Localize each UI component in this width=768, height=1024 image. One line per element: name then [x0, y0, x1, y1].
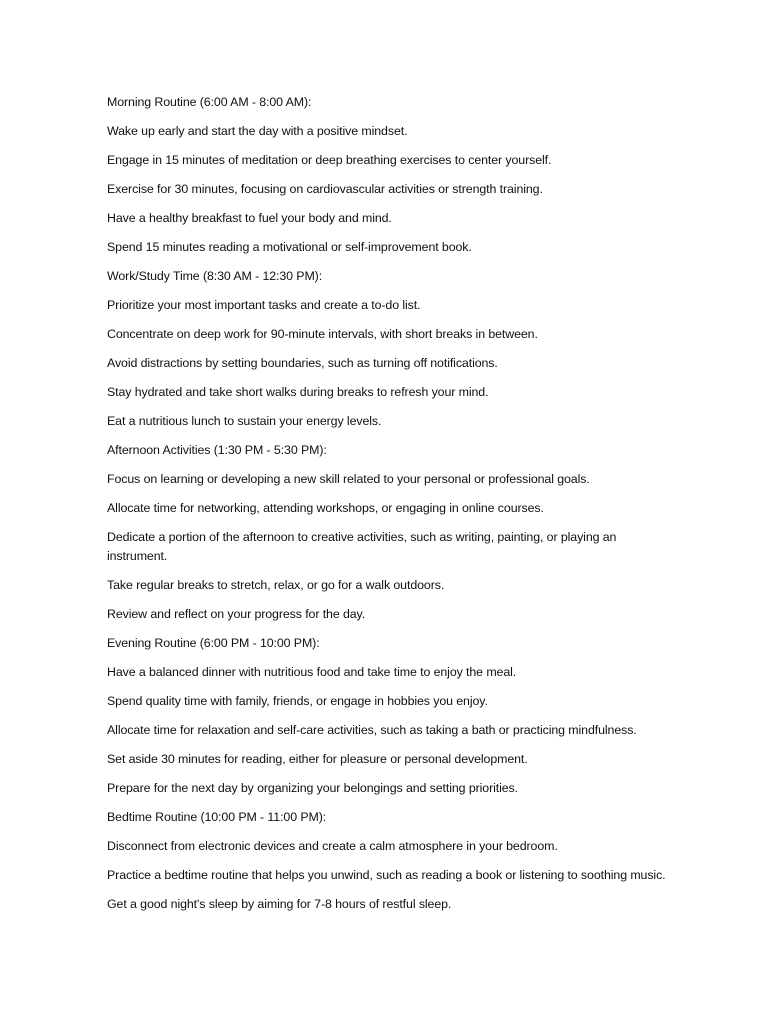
paragraph: Engage in 15 minutes of meditation or deep breathing exercises to center yourself.	[107, 153, 552, 167]
paragraph: Dedicate a portion of the afternoon to creative activities, such as writing, painting, or playing an instrument.	[107, 530, 617, 563]
section-heading-morning: Morning Routine (6:00 AM - 8:00 AM):	[107, 95, 312, 109]
paragraph: Set aside 30 minutes for reading, either for pleasure or personal development.	[107, 752, 528, 766]
paragraph: Allocate time for relaxation and self-care activities, such as taking a bath or practicing mindfulness.	[107, 723, 637, 737]
paragraph: Eat a nutritious lunch to sustain your energy levels.	[107, 414, 382, 428]
paragraph: Disconnect from electronic devices and create a calm atmosphere in your bedroom.	[107, 839, 558, 853]
paragraph: Spend 15 minutes reading a motivational or self-improvement book.	[107, 240, 472, 254]
section-heading-bedtime: Bedtime Routine (10:00 PM - 11:00 PM):	[107, 810, 327, 824]
paragraph: Have a healthy breakfast to fuel your body and mind.	[107, 211, 392, 225]
paragraph: Stay hydrated and take short walks during breaks to refresh your mind.	[107, 385, 489, 399]
paragraph: Have a balanced dinner with nutritious food and take time to enjoy the meal.	[107, 665, 517, 679]
paragraph: Prioritize your most important tasks and create a to-do list.	[107, 298, 421, 312]
paragraph: Concentrate on deep work for 90-minute intervals, with short breaks in between.	[107, 327, 538, 341]
section-heading-work-study: Work/Study Time (8:30 AM - 12:30 PM):	[107, 269, 323, 283]
document-body	[107, 93, 667, 924]
paragraph: Spend quality time with family, friends, or engage in hobbies you enjoy.	[107, 694, 488, 708]
section-heading-afternoon: Afternoon Activities (1:30 PM - 5:30 PM):	[107, 443, 327, 457]
paragraph: Practice a bedtime routine that helps you unwind, such as reading a book or listening to soothing music.	[107, 868, 666, 882]
paragraph: Wake up early and start the day with a positive mindset.	[107, 124, 408, 138]
paragraph: Prepare for the next day by organizing your belongings and setting priorities.	[107, 781, 518, 795]
paragraph: Avoid distractions by setting boundaries, such as turning off notifications.	[107, 356, 498, 370]
paragraph: Allocate time for networking, attending workshops, or engaging in online courses.	[107, 501, 544, 515]
paragraph: Take regular breaks to stretch, relax, or go for a walk outdoors.	[107, 578, 445, 592]
paragraph: Get a good night's sleep by aiming for 7-8 hours of restful sleep.	[107, 897, 452, 911]
paragraph: Exercise for 30 minutes, focusing on cardiovascular activities or strength training.	[107, 182, 543, 196]
section-heading-evening: Evening Routine (6:00 PM - 10:00 PM):	[107, 636, 320, 650]
paragraph: Focus on learning or developing a new skill related to your personal or professional goals.	[107, 472, 590, 486]
paragraph: Review and reflect on your progress for the day.	[107, 607, 366, 621]
